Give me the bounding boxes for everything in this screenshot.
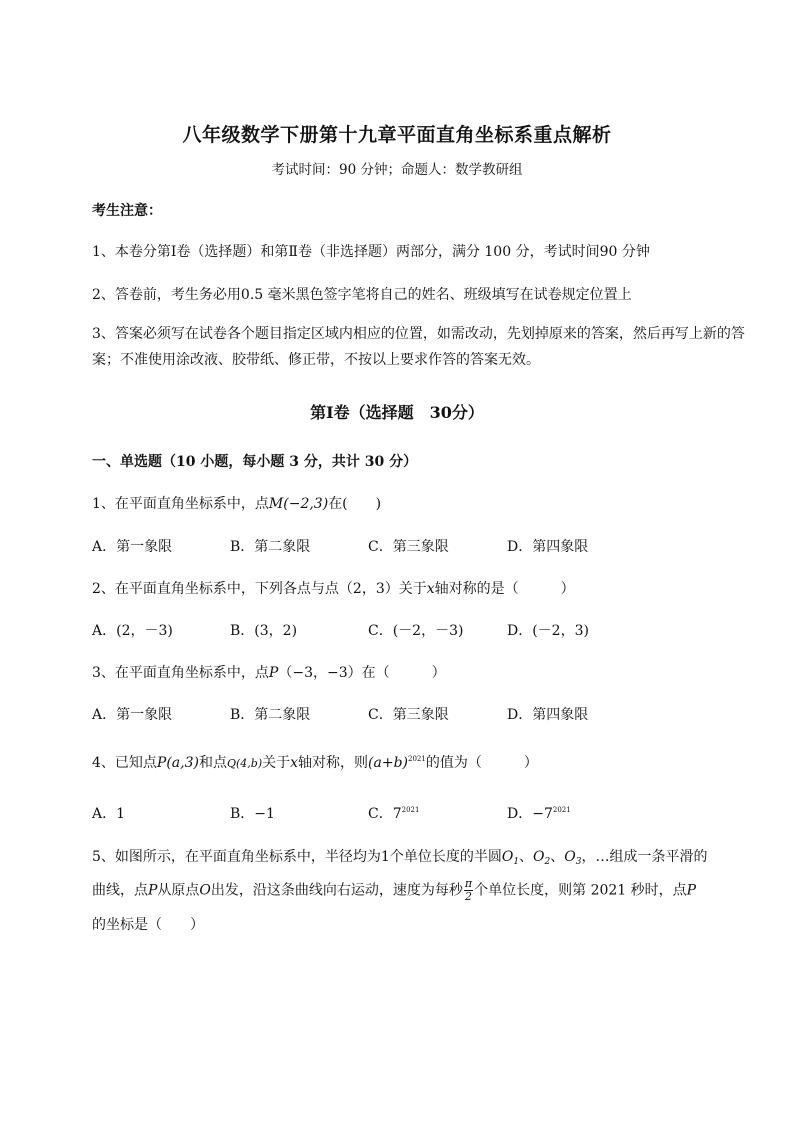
q4-exponent: 2021	[408, 755, 426, 763]
section-title: 第Ⅰ卷（选择题 30分）	[310, 403, 484, 422]
q5-sep-1: 、	[519, 849, 534, 865]
q5-o2: $O_2$	[533, 849, 551, 867]
q4-option-a[interactable]: A．1	[92, 806, 126, 822]
q3-option-d[interactable]: D．第四象限	[507, 707, 589, 723]
q4-option-d-exp: 2021	[552, 806, 571, 814]
q5-o1: $O_1$	[501, 849, 520, 867]
q2-stem-post: 轴对称的是（ ）	[434, 581, 575, 597]
q2-option-b[interactable]: B．(3，2)	[230, 623, 298, 639]
q4-option-d[interactable]	[507, 803, 571, 823]
q4-stem-e: 的值为（ ）	[425, 755, 538, 771]
q4-option-c[interactable]	[368, 803, 419, 823]
q1-option-a[interactable]: A．第一象限	[92, 539, 173, 555]
q5-line2-d: 个单位长度，则第 2021 秒时，点	[474, 882, 687, 899]
exam-title: 八年级数学下册第十九章平面直角坐标系重点解析	[182, 124, 612, 146]
q4-option-c-base: C．7	[368, 806, 402, 822]
q5-point-p-2: P	[686, 882, 697, 899]
q4-stem-d: 轴对称，则	[298, 755, 369, 771]
question-3-stem	[92, 662, 446, 682]
question-5-line-1	[92, 846, 707, 867]
notice-item-2: 2、答卷前，考生务必用0.5 毫米黑色签字笔将自己的姓名、班级填写在试卷规定位置上	[92, 287, 632, 303]
q5-line2-c: 出发，沿这条曲线向右运动，速度为每秒	[210, 882, 463, 899]
q3-option-a[interactable]: A．第一象限	[92, 707, 173, 723]
q4-option-d-base: D．−7	[507, 806, 553, 822]
q5-o3: $O_3$	[564, 849, 582, 867]
q1-stem-post: 在( )	[328, 496, 382, 512]
q4-axis: x	[290, 755, 299, 771]
notice-item-3: 3、答案必须写在试卷各个题目指定区域内相应的位置，如需改动，先划掉原来的答案，然后再写上新的答案；不准使用涂改液、胶带纸、修正带，不按以上要求作答的答案无效。	[92, 326, 745, 368]
q2-axis: x	[426, 581, 435, 597]
q5-line2-b: 从原点	[157, 882, 200, 899]
q4-point-p: P(a,3)	[156, 755, 199, 771]
q1-option-d[interactable]: D．第四象限	[507, 539, 589, 555]
question-2-stem	[92, 578, 575, 598]
q5-line2-a: 曲线，点	[92, 882, 148, 899]
exam-subtitle: 考试时间：90 分钟；命题人：数学教研组	[271, 162, 523, 178]
q2-option-d[interactable]: D．(－2，3)	[507, 623, 589, 639]
q5-line1-pre: 5、如图所示，在平面直角坐标系中，半径均为1个单位长度的半圆	[92, 849, 502, 865]
q1-stem-pre: 1、在平面直角坐标系中，点	[92, 496, 269, 512]
q4-option-c-exp: 2021	[401, 806, 420, 814]
q1-option-b[interactable]: B．第二象限	[230, 539, 311, 555]
q3-stem-pre: 3、在平面直角坐标系中，点	[92, 665, 269, 681]
question-5-line-3: 的坐标是（ ）	[92, 917, 204, 933]
q3-option-b[interactable]: B．第二象限	[230, 707, 311, 723]
q5-speed-fraction	[464, 878, 473, 903]
question-1-stem	[92, 493, 381, 513]
question-5-line-2	[92, 878, 696, 903]
q3-option-c[interactable]: C．第三象限	[368, 707, 449, 723]
question-4-stem	[92, 752, 538, 772]
q5-sep-2: 、	[550, 849, 565, 865]
q5-line1-post: ，…组成一条平滑的	[581, 849, 708, 865]
q5-frac-den: 2	[465, 890, 473, 903]
q2-option-c[interactable]: C．(－2，－3)	[368, 623, 464, 639]
q3-point: P	[268, 665, 279, 681]
q4-point-q: Q(4,b)	[226, 757, 263, 770]
q4-stem-c: 关于	[262, 755, 291, 771]
part-heading: 一、单选题（10 小题，每小题 3 分，共计 30 分）	[92, 454, 418, 470]
notice-item-1: 1、本卷分第Ⅰ卷（选择题）和第Ⅱ卷（非选择题）两部分，满分 100 分，考试时间90 分钟	[92, 244, 650, 260]
q5-origin-o: O	[199, 882, 211, 899]
q5-frac-num: π	[464, 877, 473, 890]
q2-option-a[interactable]: A．(2，－3)	[92, 623, 173, 639]
q3-stem-post: （−3，−3）在（ ）	[278, 665, 446, 681]
q2-stem-pre: 2、在平面直角坐标系中，下列各点与点（2，3）关于	[92, 581, 427, 597]
q4-option-b[interactable]: B．−1	[230, 806, 275, 822]
q1-point: M(−2,3)	[268, 496, 329, 512]
q5-point-p: P	[148, 882, 158, 899]
q4-stem-b: 和点	[198, 755, 227, 771]
q4-expression: (a+b)	[368, 755, 408, 771]
q1-option-c[interactable]: C．第三象限	[368, 539, 449, 555]
notice-heading: 考生注意：	[92, 203, 162, 219]
q4-stem-a: 4、已知点	[92, 755, 157, 771]
